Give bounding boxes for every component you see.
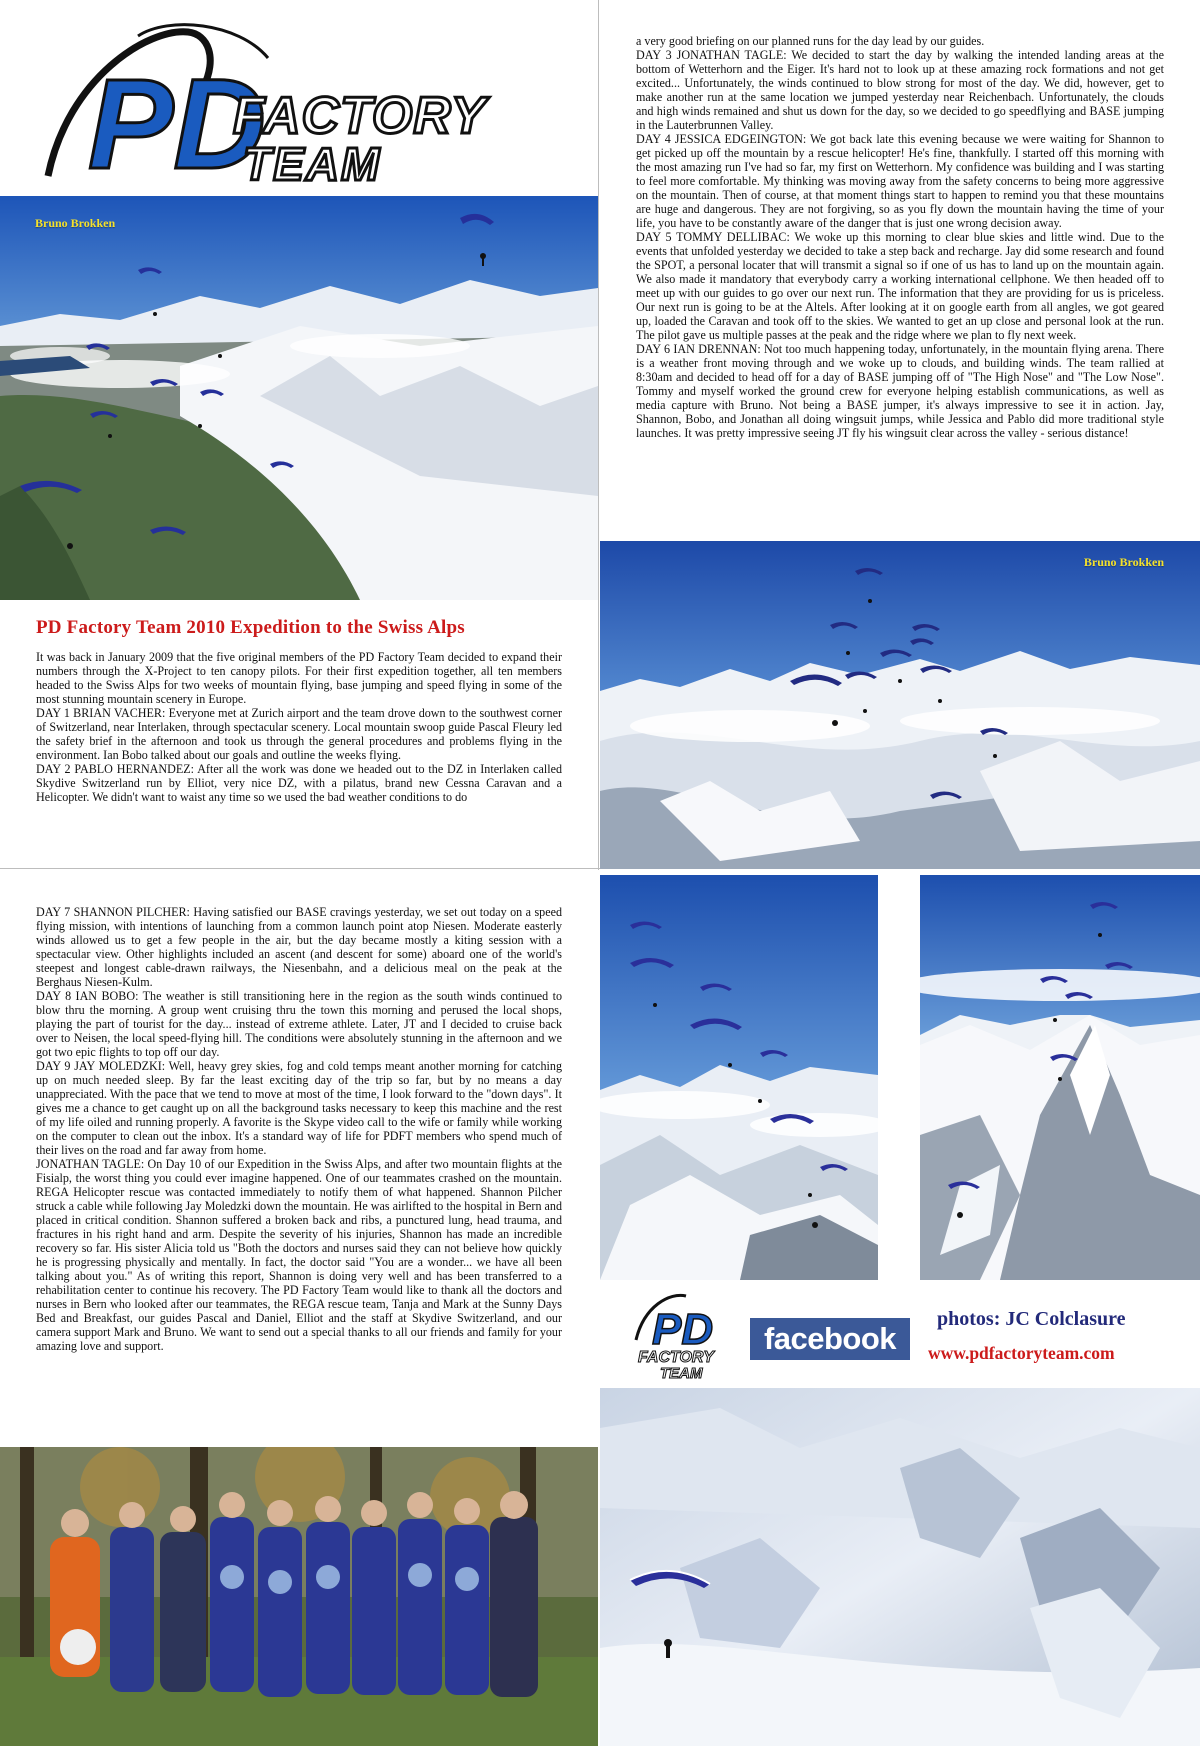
column-divider-vertical <box>598 0 599 870</box>
pd-factory-team-small-logo <box>630 1290 745 1380</box>
photo-team-group-portrait <box>0 1447 598 1746</box>
small-logo-word-team: TEAM <box>660 1365 703 1380</box>
photos-credit: photos: JC Colclasure <box>937 1308 1126 1330</box>
photo-canopies-descending-left <box>600 875 878 1280</box>
photo-credit-right: Bruno Brokken <box>1083 555 1164 569</box>
article-paragraph: DAY 1 BRIAN VACHER: Everyone met at Zurich airport and the team drove down to the southwest corner of Switzerland, near Interlaken, through spectacular scenery. Local mountain swoop guide Pascal Fleury led the safety brief in the afternoon and took us through the general procedures and problems flying in the environment. Ian Bobo talked about our goals and outline the weeks flying. <box>36 706 562 763</box>
article-paragraph: DAY 7 SHANNON PILCHER: Having satisfied our BASE cravings yesterday, we set out today on a speed flying mission, with intentions of launching from a common launch point atop Niesen. Moderate easterly winds allowed us to get a few people in the air, but the day became mostly a kiting session with a spectacular view. Other highlights included an ascent (and descent for some) aboard one of the world's steepest and longest cable-drawn railways, the Niesenbahn, and a delicious meal on the peak at the Berghaus Niesen-Kulm. <box>36 905 562 990</box>
article-paragraph: It was back in January 2009 that the five original members of the PD Factory Team decided to expand their numbers through the X-Project to ten canopy pilots. For their first expedition together, all ten members headed to the Swiss Alps for two weeks of mountain flying, base jumping and speed flying in some of the most stunning mountain scenery in Europe. <box>36 650 562 707</box>
article-title: PD Factory Team 2010 Expedition to the Swiss Alps <box>36 617 465 638</box>
article-paragraph: DAY 3 JONATHAN TAGLE: We decided to start the day by walking the intended landing areas at the bottom of Wetterhorn and the Eiger. It's hard not to look up at these amazing rock formations and not get excited... Unfortunately, the winds continued to blow strong for most of the day. We did, however, get to make another run at the same location we jumped yesterday near Reichenbach. Unfortunately, the clouds and high winds remained and shut us down for the day, so we decided to go speedflying and BASE jumping in the Lauterbrunnen Valley. <box>636 48 1164 133</box>
logo-initials: PD <box>88 53 266 188</box>
article-column-days-7-10 <box>36 905 562 1354</box>
small-logo-initials: PD <box>652 1305 714 1354</box>
article-paragraph: JONATHAN TAGLE: On Day 10 of our Expedition in the Swiss Alps, and after two mountain flights at the Fisialp, the worst thing you could ever imagine happened. One of our teammates crashed on the mountain. REGA Helicopter rescue was contacted immediately to notify them of what happened. Shannon Pilcher struck a cable while following Jay Moledzki down the mountain. He was airlifted to the hospital in Bern and placed in critical condition. Shannon suffered a broken back and ribs, a punctured lung, head trauma, and fractures in his right hand and arm. Despite the severity of his injuries, Shannon has made an incredible recovery so far. His sister Alicia told us "Both the doctors and nurses said they can not believe how quickly he is progressing physically and mentally. In fact, the doctor said "You are a wonder... we have all been talking about you." As of writing this report, Shannon is doing very well and has been transferred to a rehabilitation center to continue his recovery. The PD Factory Team would like to thank all the doctors and nurses in Bern who looked after our teammates, the REGA rescue team, Tanja and Mark at the Sunny Days Bed and Breakfast, our guides Pascal and Daniel, Elliot and the staff at Skydive Switzerland, and our camera support Mark and Bruno. We want to send out a special thanks to all our friends and family for your amazing love and support. <box>36 1157 562 1354</box>
photo-canopy-over-glacier <box>600 1388 1200 1746</box>
small-logo-word-factory: FACTORY <box>638 1349 714 1366</box>
facebook-badge[interactable]: facebook <box>750 1318 910 1360</box>
article-paragraph: DAY 4 JESSICA EDGEINGTON: We got back late this evening because we were waiting for Shannon to get picked up off the mountain by a rescue helicopter! He's fine, thankfully. I started off this morning with the most amazing run I've had so far, my first on Wetterhorn. My confidence was building and I was starting to feel more comfortable. My thinking was moving away from the safety concerns to being more aggressive on the mountain. Then of course, at that moment things start to happen to remind you that these mountains are huge and dangerous. They are not forgiving, so as you fly down the mountain having the time of your life, you have to be constantly aware of the danger that is just one wrong decision away. <box>636 132 1164 231</box>
photo-canopy-formation-over-alps <box>600 541 1200 869</box>
article-paragraph: DAY 2 PABLO HERNANDEZ: After all the work was done we headed out to the DZ in Interlaken called Skydive Switzerland run by Elliot, very nice DZ, with a pilatus, brand new Cessna Caravan and a Helicopter. We didn't want to waist any time so we used the bad weather conditions to do <box>36 762 562 805</box>
logo-word-team: TEAM <box>243 138 382 188</box>
article-paragraph: DAY 5 TOMMY DELLIBAC: We woke up this morning to clear blue skies and little wind. Due to the events that unfolded yesterday we decided to take a step back and recharge. Jay did some research and found the SPOT, a personal locater that will transmit a signal so if one of us has to land up on the mountain again. We also made it mandatory that everybody carry a working international cellphone. We then headed off to meet up with our guides to go over our next run. The information that they are providing for us is priceless. Our next run is going to be at the Altels. After looking at it on google earth from all angles, we got geared up, loaded the Caravan and took off to the skies. We wanted to get an up close and personal look at the run. The pilot gave us multiple passes at the peak and the ridge where we plan to fly next week. <box>636 230 1164 343</box>
article-paragraph: a very good briefing on our planned runs for the day lead by our guides. <box>636 34 985 48</box>
article-paragraph: DAY 8 IAN BOBO: The weather is still transitioning here in the region as the south winds continued to blow thru the morning. A group went cruising thru the town this morning and perused the local shops, playing the part of tourist for the day... instead of extreme athlete. Later, JT and I decided to cruise back over to Neisen, the local speed-flying hill. The conditions were absolutely stunning in the afternoon and we got two epic flights to top off our day. <box>36 989 562 1060</box>
photo-aerial-formation-over-valley <box>0 196 598 600</box>
article-paragraph: DAY 9 JAY MOLEDZKI: Well, heavy grey skies, fog and cold temps meant another morning for catching up on much needed sleep. By far the least exciting day of the trip so far, but by no means a day unappreciated. With the pace that we tend to move at most of the time, I look forward to the "down days". It gives me a chance to get caught up on all the background tasks necessary to keep this machine and the rest of my life oiled and running properly. A favorite is the Skype video call to the wife or family while working on the computer to clean out the inbox. It's a standard way of life for PDFT members who spend much of their lives on the road and far away from home. <box>36 1059 562 1158</box>
photo-credit-left: Bruno Brokken <box>35 216 116 230</box>
article-column-intro <box>36 650 562 804</box>
website-link[interactable]: www.pdfactoryteam.com <box>928 1343 1115 1363</box>
article-column-days-3-6 <box>636 34 1164 440</box>
article-paragraph: DAY 6 IAN DRENNAN: Not too much happening today, unfortunately, in the mountain flying arena. There is a weather front moving through and we woke up to clouds, and building winds. The team rallied at 8:30am and decided to head off for a day of BASE jumping off of "The High Nose" and "The Low Nose". Tommy and myself worked the ground crew for everyone helping establish communications, as well as media capture with Bruno. Not being a BASE jumper, it's always impressive to see it in action. Jay, Shannon, Bobo, and Jonathan all doing wingsuit jumps, while Jessica and Pablo did more traditional style launches. It was pretty impressive seeing JT fly his wingsuit clear across the valley - serious distance! <box>636 342 1164 441</box>
photo-canopies-over-snowy-peak <box>920 875 1200 1280</box>
pd-factory-team-logo <box>28 18 588 188</box>
logo-word-factory: FACTORY <box>233 87 487 145</box>
